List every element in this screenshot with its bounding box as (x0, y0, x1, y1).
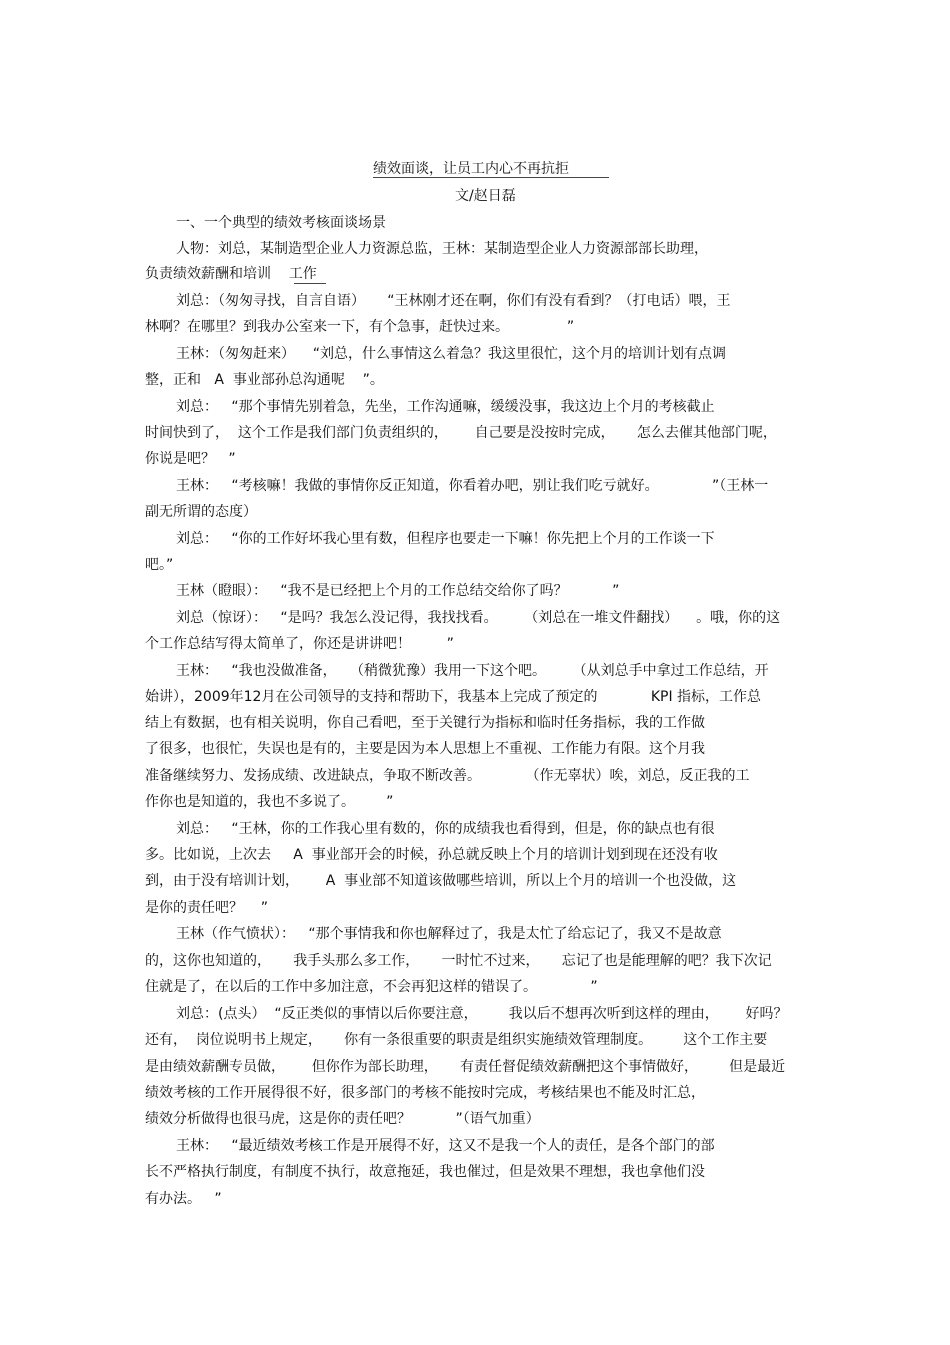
body-line: 人物：刘总，某制造型企业人力资源总监，王林：某制造型企业人力资源部部长助理， (176, 241, 708, 257)
body-line: 王林：（匆匆赶来） “刘总，什么事情这么着急？我这里很忙，这个月的培训计划有点调 (176, 346, 727, 362)
body-line: 刘总： “王林，你的工作我心里有数的，你的成绩我也看得到，但是，你的缺点也有很 (176, 821, 715, 837)
body-line: 你说是吧？ ” (145, 451, 236, 467)
body-line: 王林（瞪眼）： “我不是已经把上个月的工作总结交给你了吗？ ” (176, 583, 620, 599)
body-line: 林啊？在哪里？到我办公室来一下，有个急事，赶快过来。 ” (145, 319, 575, 335)
body-line: 刘总：(点头） “反正类似的事情以后你要注意， 我以后不想再次听到这样的理由， 好吗？ (176, 1006, 788, 1022)
body-line: 是由绩效薪酬专员做， 但你作为部长助理， 有责任督促绩效薪酬把这个事情做好， 但是最近 (145, 1059, 786, 1075)
body-line: 负责绩效薪酬和培训 工作 (145, 266, 317, 282)
body-line: 王林： “考核嘛！我做的事情你反正知道，你看着办吧，别让我们吃亏就好。 ”（王林一 (176, 478, 769, 494)
body-line: 准备继续努力、发扬成绩、改进缺点，争取不断改善。 （作无辜状）唉，刘总，反正我的工 (145, 768, 750, 784)
body-line: 是你的责任吧？ ” (145, 900, 269, 916)
body-line: 整，正和 A 事业部孙总沟通呢 ”。 (145, 372, 384, 388)
body-line: 结上有数据，也有相关说明，你自己看吧，至于关键行为指标和临时任务指标，我的工作做 (145, 715, 705, 731)
body-line: 王林（作气愤状）： “那个事情我和你也解释过了，我是太忙了给忘记了，我又不是故意 (176, 926, 722, 942)
body-line: 多。比如说，上次去 A 事业部开会的时候，孙总就反映上个月的培训计划到现在还没有收 (145, 847, 718, 863)
body-line: 到，由于没有培训计划， A 事业部不知道该做哪些培训，所以上个月的培训一个也没做，这 (145, 873, 737, 889)
body-line: 绩效分析做得也很马虎，这是你的责任吧？ ”（语气加重） (145, 1111, 540, 1127)
body-line: 吧。” (145, 557, 174, 573)
body-line: 时间快到了， 这个工作是我们部门负责组织的， 自己要是没按时完成， 怎么去催其他部门呢， (145, 425, 777, 441)
body-line: 王林： “最近绩效考核工作是开展得不好，这又不是我一个人的责任，是各个部门的部 (176, 1138, 715, 1154)
document-title: 绩效面谈，让员工内心不再抗拒 (373, 161, 569, 177)
document-author: 文/赵日磊 (455, 188, 516, 204)
body-line: 住就是了，在以后的工作中多加注意，不会再犯这样的错误了。 ” (145, 979, 598, 995)
body-line: 还有， 岗位说明书上规定， 你有一条很重要的职责是组织实施绩效管理制度。 这个工作主要 (145, 1032, 768, 1048)
body-line: 了很多，也很忙，失误也是有的，主要是因为本人思想上不重视、工作能力有限。这个月我 (145, 741, 705, 757)
body-line: 一、一个典型的绩效考核面谈场景 (176, 215, 386, 231)
link-underline (294, 283, 326, 284)
body-line: 刘总（惊讶）： “是吗？我怎么没记得，我找找看。 （刘总在一堆文件翻找） 。哦，你的这 (176, 610, 781, 626)
body-line: 绩效考核的工作开展得很不好，很多部门的考核不能按时完成，考核结果也不能及时汇总， (145, 1085, 705, 1101)
body-line: 有办法。 ” (145, 1191, 222, 1207)
body-line: 刘总： “那个事情先别着急，先坐，工作沟通嘛，缓缓没事，我这边上个月的考核截止 (176, 399, 715, 415)
body-line: 副无所谓的态度） (145, 504, 257, 520)
body-line: 长不严格执行制度，有制度不执行，故意拖延，我也催过，但是效果不理想，我也拿他们没 (145, 1164, 705, 1180)
body-line: 作你也是知道的，我也不多说了。 ” (145, 794, 394, 810)
body-line: 王林： “我也没做准备， （稍微犹豫）我用一下这个吧。 （从刘总手中拿过工作总结，开 (176, 663, 769, 679)
body-line: 刘总： “你的工作好坏我心里有数，但程序也要走一下嘛！你先把上个月的工作谈一下 (176, 531, 715, 547)
body-line: 的，这你也知道的， 我手头那么多工作， 一时忙不过来， 忘记了也是能理解的吧？我下次记 (145, 953, 772, 969)
body-line: 刘总：（匆匆寻找，自言自语） “王林刚才还在啊，你们有没有看到？（打电话）喂，王 (176, 293, 731, 309)
body-line: 始讲），2009年12月在公司领导的支持和帮助下，我基本上完成了预定的 KPI 指标，工作总 (145, 689, 762, 705)
title-underline (373, 177, 609, 178)
body-line: 个工作总结写得太简单了，你还是讲讲吧！ ” (145, 636, 454, 652)
